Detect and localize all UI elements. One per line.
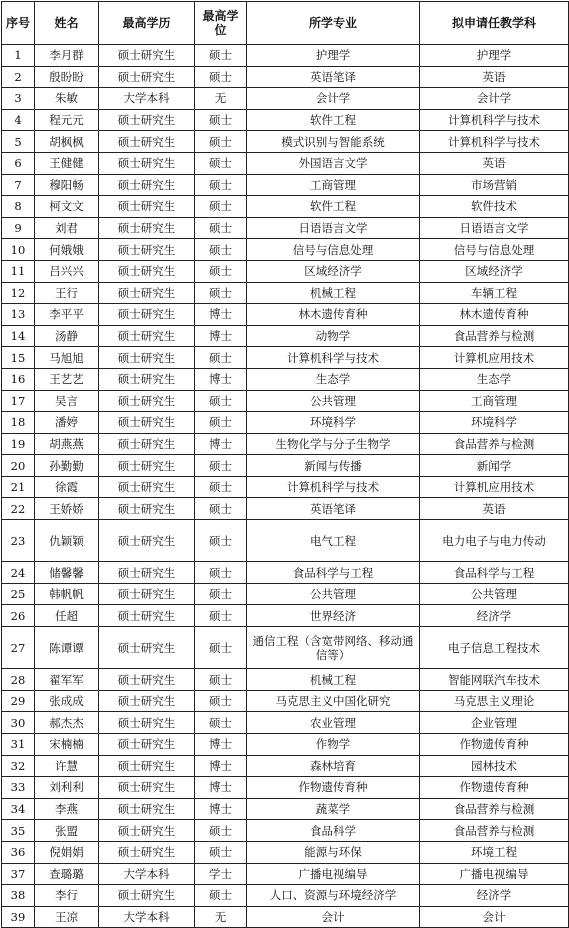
cell-degree: 博士	[195, 325, 247, 347]
cell-education: 硕士研究生	[99, 777, 195, 799]
cell-seq: 22	[2, 498, 35, 520]
cell-seq: 16	[2, 368, 35, 390]
cell-name: 李行	[35, 885, 99, 907]
cell-name: 孙勤勤	[35, 455, 99, 477]
cell-name: 吕兴兴	[35, 260, 99, 282]
cell-education: 硕士研究生	[99, 174, 195, 196]
cell-degree: 硕士	[195, 476, 247, 498]
cell-degree: 硕士	[195, 412, 247, 434]
cell-education: 硕士研究生	[99, 260, 195, 282]
cell-degree: 硕士	[195, 885, 247, 907]
cell-name: 陈谭谭	[35, 627, 99, 669]
table-row	[2, 45, 569, 67]
cell-education: 硕士研究生	[99, 390, 195, 412]
cell-major: 日语语言文学	[247, 217, 420, 239]
cell-degree: 硕士	[195, 627, 247, 669]
cell-degree: 博士	[195, 777, 247, 799]
cell-major: 生物化学与分子生物学	[247, 433, 420, 455]
table-row	[2, 109, 569, 131]
table-row	[2, 520, 569, 562]
cell-seq: 26	[2, 605, 35, 627]
header-degree: 最高学位	[195, 2, 247, 45]
cell-subject: 会计	[420, 906, 569, 928]
cell-seq: 24	[2, 562, 35, 584]
cell-name: 程元元	[35, 109, 99, 131]
cell-subject: 日语语言文学	[420, 217, 569, 239]
cell-seq: 12	[2, 282, 35, 304]
cell-major: 计算机科学与技术	[247, 476, 420, 498]
cell-education: 硕士研究生	[99, 368, 195, 390]
cell-seq: 28	[2, 669, 35, 691]
cell-name: 李月群	[35, 45, 99, 67]
cell-major: 英语笔译	[247, 66, 420, 88]
cell-education: 大学本科	[99, 88, 195, 110]
cell-education: 硕士研究生	[99, 734, 195, 756]
cell-subject: 市场营销	[420, 174, 569, 196]
cell-major: 广播电视编导	[247, 863, 420, 885]
cell-degree: 硕士	[195, 196, 247, 218]
cell-subject: 软件技术	[420, 196, 569, 218]
cell-name: 宋楠楠	[35, 734, 99, 756]
cell-major: 食品科学	[247, 820, 420, 842]
cell-major: 软件工程	[247, 196, 420, 218]
cell-major: 机械工程	[247, 282, 420, 304]
cell-seq: 11	[2, 260, 35, 282]
table-row	[2, 347, 569, 369]
table-row	[2, 476, 569, 498]
cell-major: 农业管理	[247, 712, 420, 734]
cell-seq: 1	[2, 45, 35, 67]
cell-subject: 园林技术	[420, 755, 569, 777]
table-row	[2, 498, 569, 520]
cell-seq: 14	[2, 325, 35, 347]
cell-degree: 学士	[195, 863, 247, 885]
cell-education: 硕士研究生	[99, 820, 195, 842]
cell-subject: 英语	[420, 66, 569, 88]
cell-subject: 作物遗传育种	[420, 734, 569, 756]
cell-major: 作物遗传育种	[247, 777, 420, 799]
cell-seq: 15	[2, 347, 35, 369]
cell-degree: 硕士	[195, 690, 247, 712]
cell-major: 模式识别与智能系统	[247, 131, 420, 153]
header-subject: 拟申请任教学科	[420, 2, 569, 45]
cell-seq: 17	[2, 390, 35, 412]
cell-degree: 硕士	[195, 347, 247, 369]
cell-degree: 博士	[195, 433, 247, 455]
cell-education: 硕士研究生	[99, 885, 195, 907]
cell-seq: 37	[2, 863, 35, 885]
cell-major: 林木遗传育种	[247, 304, 420, 326]
cell-education: 大学本科	[99, 863, 195, 885]
cell-major: 马克思主义中国化研究	[247, 690, 420, 712]
cell-education: 硕士研究生	[99, 690, 195, 712]
cell-education: 硕士研究生	[99, 712, 195, 734]
cell-name: 韩帆帆	[35, 583, 99, 605]
cell-education: 大学本科	[99, 906, 195, 928]
cell-seq: 31	[2, 734, 35, 756]
cell-name: 李平平	[35, 304, 99, 326]
cell-major: 世界经济	[247, 605, 420, 627]
cell-seq: 5	[2, 131, 35, 153]
cell-subject: 林木遗传育种	[420, 304, 569, 326]
cell-major: 通信工程（含宽带网络、移动通信等）	[247, 627, 420, 669]
cell-subject: 环境工程	[420, 841, 569, 863]
cell-education: 硕士研究生	[99, 347, 195, 369]
cell-subject: 公共管理	[420, 583, 569, 605]
cell-education: 硕士研究生	[99, 841, 195, 863]
table-row	[2, 627, 569, 669]
cell-seq: 21	[2, 476, 35, 498]
cell-degree: 硕士	[195, 131, 247, 153]
table-row	[2, 239, 569, 261]
table-row	[2, 777, 569, 799]
cell-education: 硕士研究生	[99, 325, 195, 347]
table-row	[2, 755, 569, 777]
table-row	[2, 863, 569, 885]
cell-major: 会计	[247, 906, 420, 928]
cell-major: 公共管理	[247, 583, 420, 605]
cell-degree: 硕士	[195, 282, 247, 304]
cell-name: 殷盼盼	[35, 66, 99, 88]
cell-subject: 生态学	[420, 368, 569, 390]
cell-seq: 34	[2, 798, 35, 820]
cell-degree: 硕士	[195, 562, 247, 584]
cell-subject: 计算机科学与技术	[420, 131, 569, 153]
cell-education: 硕士研究生	[99, 498, 195, 520]
cell-education: 硕士研究生	[99, 239, 195, 261]
cell-name: 吴言	[35, 390, 99, 412]
cell-degree: 硕士	[195, 239, 247, 261]
cell-seq: 20	[2, 455, 35, 477]
cell-name: 胡枫枫	[35, 131, 99, 153]
cell-major: 新闻与传播	[247, 455, 420, 477]
cell-name: 储馨馨	[35, 562, 99, 584]
cell-seq: 32	[2, 755, 35, 777]
cell-name: 张盟	[35, 820, 99, 842]
table-row	[2, 841, 569, 863]
cell-seq: 39	[2, 906, 35, 928]
cell-name: 汤静	[35, 325, 99, 347]
cell-degree: 硕士	[195, 841, 247, 863]
cell-subject: 英语	[420, 498, 569, 520]
cell-subject: 会计学	[420, 88, 569, 110]
cell-subject: 计算机科学与技术	[420, 109, 569, 131]
cell-seq: 13	[2, 304, 35, 326]
table-row	[2, 304, 569, 326]
cell-subject: 英语	[420, 152, 569, 174]
cell-degree: 硕士	[195, 66, 247, 88]
cell-major: 软件工程	[247, 109, 420, 131]
cell-education: 硕士研究生	[99, 282, 195, 304]
cell-degree: 硕士	[195, 174, 247, 196]
cell-degree: 硕士	[195, 455, 247, 477]
table-row	[2, 885, 569, 907]
cell-subject: 食品营养与检测	[420, 325, 569, 347]
table-row	[2, 605, 569, 627]
table-row	[2, 412, 569, 434]
table-row	[2, 562, 569, 584]
table-row	[2, 152, 569, 174]
cell-major: 护理学	[247, 45, 420, 67]
cell-name: 郝杰杰	[35, 712, 99, 734]
cell-name: 穆阳畅	[35, 174, 99, 196]
cell-education: 硕士研究生	[99, 627, 195, 669]
cell-major: 生态学	[247, 368, 420, 390]
table-row	[2, 66, 569, 88]
cell-name: 胡燕燕	[35, 433, 99, 455]
cell-degree: 博士	[195, 734, 247, 756]
cell-education: 硕士研究生	[99, 66, 195, 88]
cell-major: 蔬菜学	[247, 798, 420, 820]
cell-seq: 9	[2, 217, 35, 239]
cell-subject: 作物遗传育种	[420, 777, 569, 799]
cell-subject: 企业管理	[420, 712, 569, 734]
table-row	[2, 583, 569, 605]
cell-degree: 博士	[195, 304, 247, 326]
table-row	[2, 820, 569, 842]
header-major: 所学专业	[247, 2, 420, 45]
table-row	[2, 455, 569, 477]
cell-degree: 硕士	[195, 520, 247, 562]
cell-degree: 硕士	[195, 45, 247, 67]
cell-name: 柯文文	[35, 196, 99, 218]
cell-major: 信号与信息处理	[247, 239, 420, 261]
cell-name: 仇颖颖	[35, 520, 99, 562]
cell-education: 硕士研究生	[99, 455, 195, 477]
cell-name: 许慧	[35, 755, 99, 777]
cell-seq: 35	[2, 820, 35, 842]
cell-subject: 电力电子与电力传动	[420, 520, 569, 562]
cell-seq: 7	[2, 174, 35, 196]
table-row	[2, 196, 569, 218]
cell-subject: 区域经济学	[420, 260, 569, 282]
cell-seq: 3	[2, 88, 35, 110]
cell-subject: 车辆工程	[420, 282, 569, 304]
table-row	[2, 734, 569, 756]
table-row	[2, 325, 569, 347]
cell-name: 朱敏	[35, 88, 99, 110]
cell-education: 硕士研究生	[99, 196, 195, 218]
table-row	[2, 282, 569, 304]
cell-degree: 博士	[195, 798, 247, 820]
cell-seq: 10	[2, 239, 35, 261]
cell-seq: 2	[2, 66, 35, 88]
cell-subject: 计算机应用技术	[420, 476, 569, 498]
cell-subject: 护理学	[420, 45, 569, 67]
cell-name: 王凉	[35, 906, 99, 928]
cell-name: 潘婷	[35, 412, 99, 434]
table-row	[2, 217, 569, 239]
cell-seq: 30	[2, 712, 35, 734]
cell-name: 任超	[35, 605, 99, 627]
cell-name: 王健健	[35, 152, 99, 174]
table-row	[2, 690, 569, 712]
cell-major: 机械工程	[247, 669, 420, 691]
table-row	[2, 712, 569, 734]
cell-subject: 计算机应用技术	[420, 347, 569, 369]
cell-subject: 食品营养与检测	[420, 798, 569, 820]
cell-major: 英语笔译	[247, 498, 420, 520]
cell-name: 王娇娇	[35, 498, 99, 520]
header-seq: 序号	[2, 2, 35, 45]
cell-major: 外国语言文学	[247, 152, 420, 174]
cell-education: 硕士研究生	[99, 605, 195, 627]
cell-name: 马旭旭	[35, 347, 99, 369]
cell-education: 硕士研究生	[99, 755, 195, 777]
cell-degree: 硕士	[195, 109, 247, 131]
cell-subject: 广播电视编导	[420, 863, 569, 885]
cell-seq: 33	[2, 777, 35, 799]
cell-name: 倪娟娟	[35, 841, 99, 863]
cell-name: 徐霞	[35, 476, 99, 498]
cell-education: 硕士研究生	[99, 476, 195, 498]
cell-major: 区域经济学	[247, 260, 420, 282]
cell-major: 人口、资源与环境经济学	[247, 885, 420, 907]
table-row	[2, 174, 569, 196]
cell-subject: 环境科学	[420, 412, 569, 434]
cell-subject: 食品营养与检测	[420, 820, 569, 842]
cell-seq: 38	[2, 885, 35, 907]
cell-name: 翟军军	[35, 669, 99, 691]
cell-seq: 23	[2, 520, 35, 562]
cell-seq: 4	[2, 109, 35, 131]
cell-degree: 硕士	[195, 217, 247, 239]
cell-subject: 食品营养与检测	[420, 433, 569, 455]
cell-name: 何娥娥	[35, 239, 99, 261]
cell-degree: 博士	[195, 755, 247, 777]
cell-subject: 经济学	[420, 605, 569, 627]
cell-major: 食品科学与工程	[247, 562, 420, 584]
table-row	[2, 131, 569, 153]
cell-degree: 无	[195, 88, 247, 110]
table-row	[2, 798, 569, 820]
table-row	[2, 906, 569, 928]
cell-name: 张成成	[35, 690, 99, 712]
cell-name: 李燕	[35, 798, 99, 820]
cell-seq: 36	[2, 841, 35, 863]
header-name: 姓名	[35, 2, 99, 45]
cell-education: 硕士研究生	[99, 433, 195, 455]
cell-education: 硕士研究生	[99, 152, 195, 174]
cell-degree: 硕士	[195, 390, 247, 412]
cell-seq: 29	[2, 690, 35, 712]
cell-degree: 无	[195, 906, 247, 928]
cell-seq: 25	[2, 583, 35, 605]
cell-education: 硕士研究生	[99, 669, 195, 691]
cell-degree: 硕士	[195, 669, 247, 691]
cell-major: 能源与环保	[247, 841, 420, 863]
cell-major: 作物学	[247, 734, 420, 756]
cell-subject: 智能网联汽车技术	[420, 669, 569, 691]
cell-name: 刘君	[35, 217, 99, 239]
cell-seq: 27	[2, 627, 35, 669]
table-row	[2, 368, 569, 390]
table-body	[2, 45, 569, 928]
cell-seq: 19	[2, 433, 35, 455]
cell-degree: 硕士	[195, 260, 247, 282]
cell-major: 电气工程	[247, 520, 420, 562]
cell-degree: 硕士	[195, 498, 247, 520]
cell-seq: 6	[2, 152, 35, 174]
cell-subject: 马克思主义理论	[420, 690, 569, 712]
cell-name: 王行	[35, 282, 99, 304]
cell-name: 王艺艺	[35, 368, 99, 390]
candidate-table	[1, 1, 569, 928]
cell-education: 硕士研究生	[99, 304, 195, 326]
cell-degree: 硕士	[195, 820, 247, 842]
cell-subject: 经济学	[420, 885, 569, 907]
cell-major: 公共管理	[247, 390, 420, 412]
cell-subject: 工商管理	[420, 390, 569, 412]
cell-education: 硕士研究生	[99, 412, 195, 434]
cell-degree: 硕士	[195, 152, 247, 174]
cell-subject: 信号与信息处理	[420, 239, 569, 261]
cell-seq: 8	[2, 196, 35, 218]
cell-degree: 博士	[195, 368, 247, 390]
cell-degree: 硕士	[195, 605, 247, 627]
cell-education: 硕士研究生	[99, 217, 195, 239]
table-row	[2, 433, 569, 455]
cell-education: 硕士研究生	[99, 520, 195, 562]
cell-name: 查璐璐	[35, 863, 99, 885]
cell-seq: 18	[2, 412, 35, 434]
cell-education: 硕士研究生	[99, 45, 195, 67]
cell-education: 硕士研究生	[99, 798, 195, 820]
cell-degree: 硕士	[195, 583, 247, 605]
cell-major: 工商管理	[247, 174, 420, 196]
cell-major: 动物学	[247, 325, 420, 347]
cell-education: 硕士研究生	[99, 131, 195, 153]
cell-major: 计算机科学与技术	[247, 347, 420, 369]
cell-major: 森林培育	[247, 755, 420, 777]
header-education: 最高学历	[99, 2, 195, 45]
table-row	[2, 260, 569, 282]
table-row	[2, 88, 569, 110]
cell-subject: 食品科学与工程	[420, 562, 569, 584]
table-row	[2, 390, 569, 412]
table-header	[2, 2, 569, 45]
cell-name: 刘利利	[35, 777, 99, 799]
cell-education: 硕士研究生	[99, 109, 195, 131]
cell-major: 会计学	[247, 88, 420, 110]
cell-education: 硕士研究生	[99, 583, 195, 605]
header-row	[2, 2, 569, 45]
table-row	[2, 669, 569, 691]
cell-education: 硕士研究生	[99, 562, 195, 584]
cell-subject: 电子信息工程技术	[420, 627, 569, 669]
cell-major: 环境科学	[247, 412, 420, 434]
cell-degree: 硕士	[195, 712, 247, 734]
cell-subject: 新闻学	[420, 455, 569, 477]
